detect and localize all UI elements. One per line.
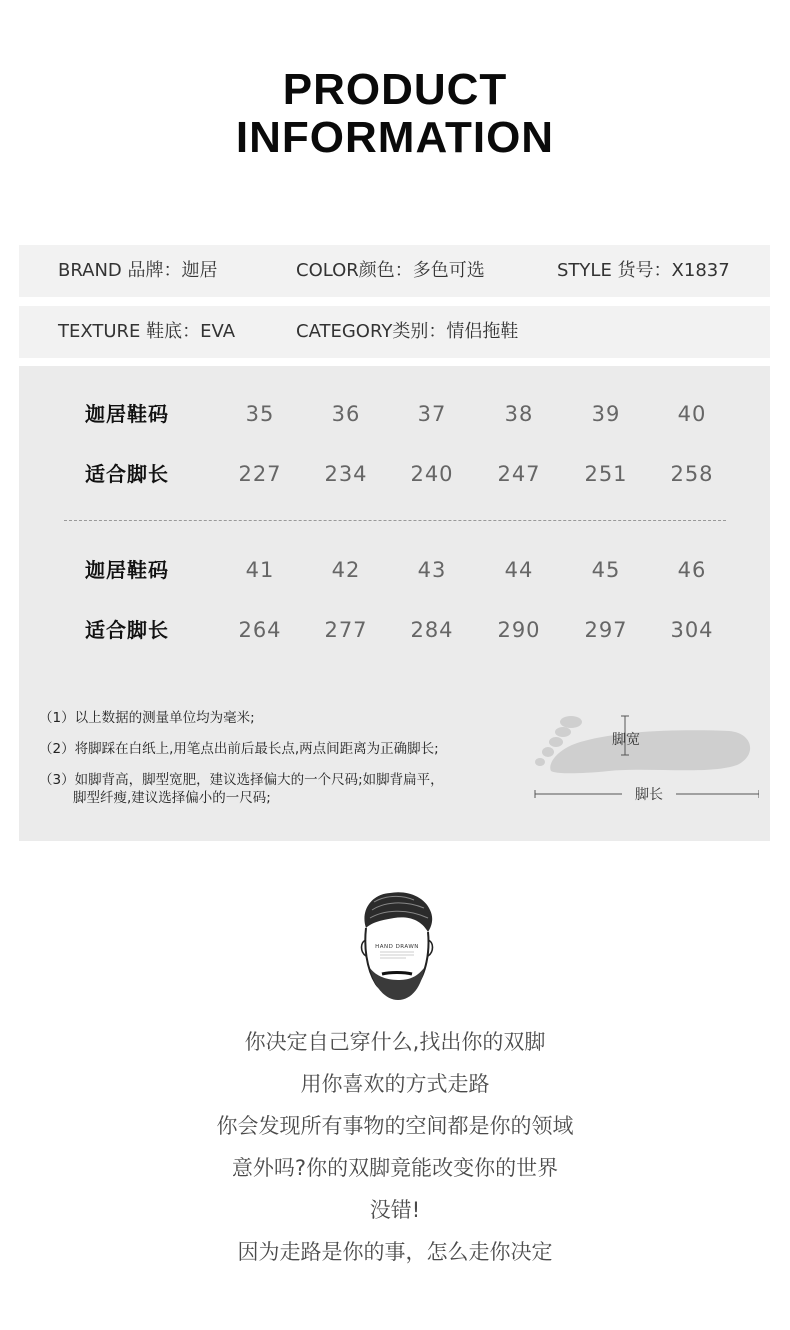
- size-value: 38: [504, 402, 534, 426]
- title-line-2: INFORMATION: [235, 113, 555, 162]
- size-value: 42: [331, 558, 361, 582]
- size-value: 37: [417, 402, 447, 426]
- info-row-1: [19, 245, 770, 297]
- poem-line-2: 用你喜欢的方式走路: [300, 1072, 490, 1096]
- size-value: 36: [331, 402, 361, 426]
- category-info: CATEGORY类别：情侣拖鞋: [296, 321, 519, 342]
- length-value: 227: [238, 462, 282, 486]
- page-title: [0, 66, 790, 162]
- poem-line-3: 你会发现所有事物的空间都是你的领域: [216, 1114, 574, 1138]
- size-value: 40: [677, 402, 707, 426]
- portrait-caption: HAND DRAWN: [375, 944, 419, 950]
- foot-length-label: 脚长: [635, 787, 663, 803]
- poem-line-4: 意外吗?你的双脚竟能改变你的世界: [231, 1156, 559, 1180]
- length-value: 284: [410, 618, 454, 642]
- foot-silhouette-icon: [535, 716, 750, 773]
- style-info: STYLE 货号：X1837: [557, 260, 730, 281]
- length-value: 251: [584, 462, 628, 486]
- hand-drawn-portrait-icon: [354, 888, 438, 1006]
- foot-measurement-diagram: [529, 711, 759, 811]
- poem-line-6: 因为走路是你的事，怎么走你决定: [237, 1240, 553, 1264]
- length-row-group2: [19, 610, 770, 650]
- length-value: 258: [670, 462, 714, 486]
- length-value: 240: [410, 462, 454, 486]
- size-row-group1: [19, 394, 770, 434]
- size-row-group2: [19, 550, 770, 590]
- table-divider: [64, 520, 726, 521]
- size-row-label: 迦居鞋码: [85, 558, 169, 582]
- length-row-label: 适合脚长: [85, 462, 169, 486]
- length-value: 247: [497, 462, 541, 486]
- foot-width-label: 脚宽: [612, 732, 640, 748]
- length-row-label: 适合脚长: [85, 618, 169, 642]
- size-value: 45: [591, 558, 621, 582]
- length-value: 290: [497, 618, 541, 642]
- size-chart-panel: [19, 366, 770, 841]
- length-value: 297: [584, 618, 628, 642]
- brand-info: BRAND 品牌：迦居: [58, 260, 218, 281]
- note-2: （2）将脚踩在白纸上,用笔点出前后最长点,两点间距离为正确脚长;: [39, 741, 439, 757]
- size-value: 46: [677, 558, 707, 582]
- note-3: （3）如脚背高，脚型宽肥，建议选择偏大的一个尺码;如脚背扁平，: [39, 772, 444, 788]
- size-value: 41: [245, 558, 275, 582]
- poem-line-1: 你决定自己穿什么,找出你的双脚: [244, 1030, 546, 1054]
- size-value: 35: [245, 402, 275, 426]
- length-value: 277: [324, 618, 368, 642]
- texture-info: TEXTURE 鞋底：EVA: [58, 321, 236, 342]
- length-row-group1: [19, 454, 770, 494]
- note-3-continued: 脚型纤瘦,建议选择偏小的一尺码;: [73, 790, 271, 806]
- color-info: COLOR颜色：多色可选: [296, 260, 485, 281]
- size-value: 43: [417, 558, 447, 582]
- title-line-1: PRODUCT: [282, 65, 508, 114]
- poem-line-5: 没错!: [369, 1198, 421, 1222]
- length-value: 304: [670, 618, 714, 642]
- size-row-label: 迦居鞋码: [85, 402, 169, 426]
- note-1: （1）以上数据的测量单位均为毫米;: [39, 710, 255, 726]
- length-value: 264: [238, 618, 282, 642]
- size-value: 44: [504, 558, 534, 582]
- info-row-2: [19, 306, 770, 358]
- size-value: 39: [591, 402, 621, 426]
- length-value: 234: [324, 462, 368, 486]
